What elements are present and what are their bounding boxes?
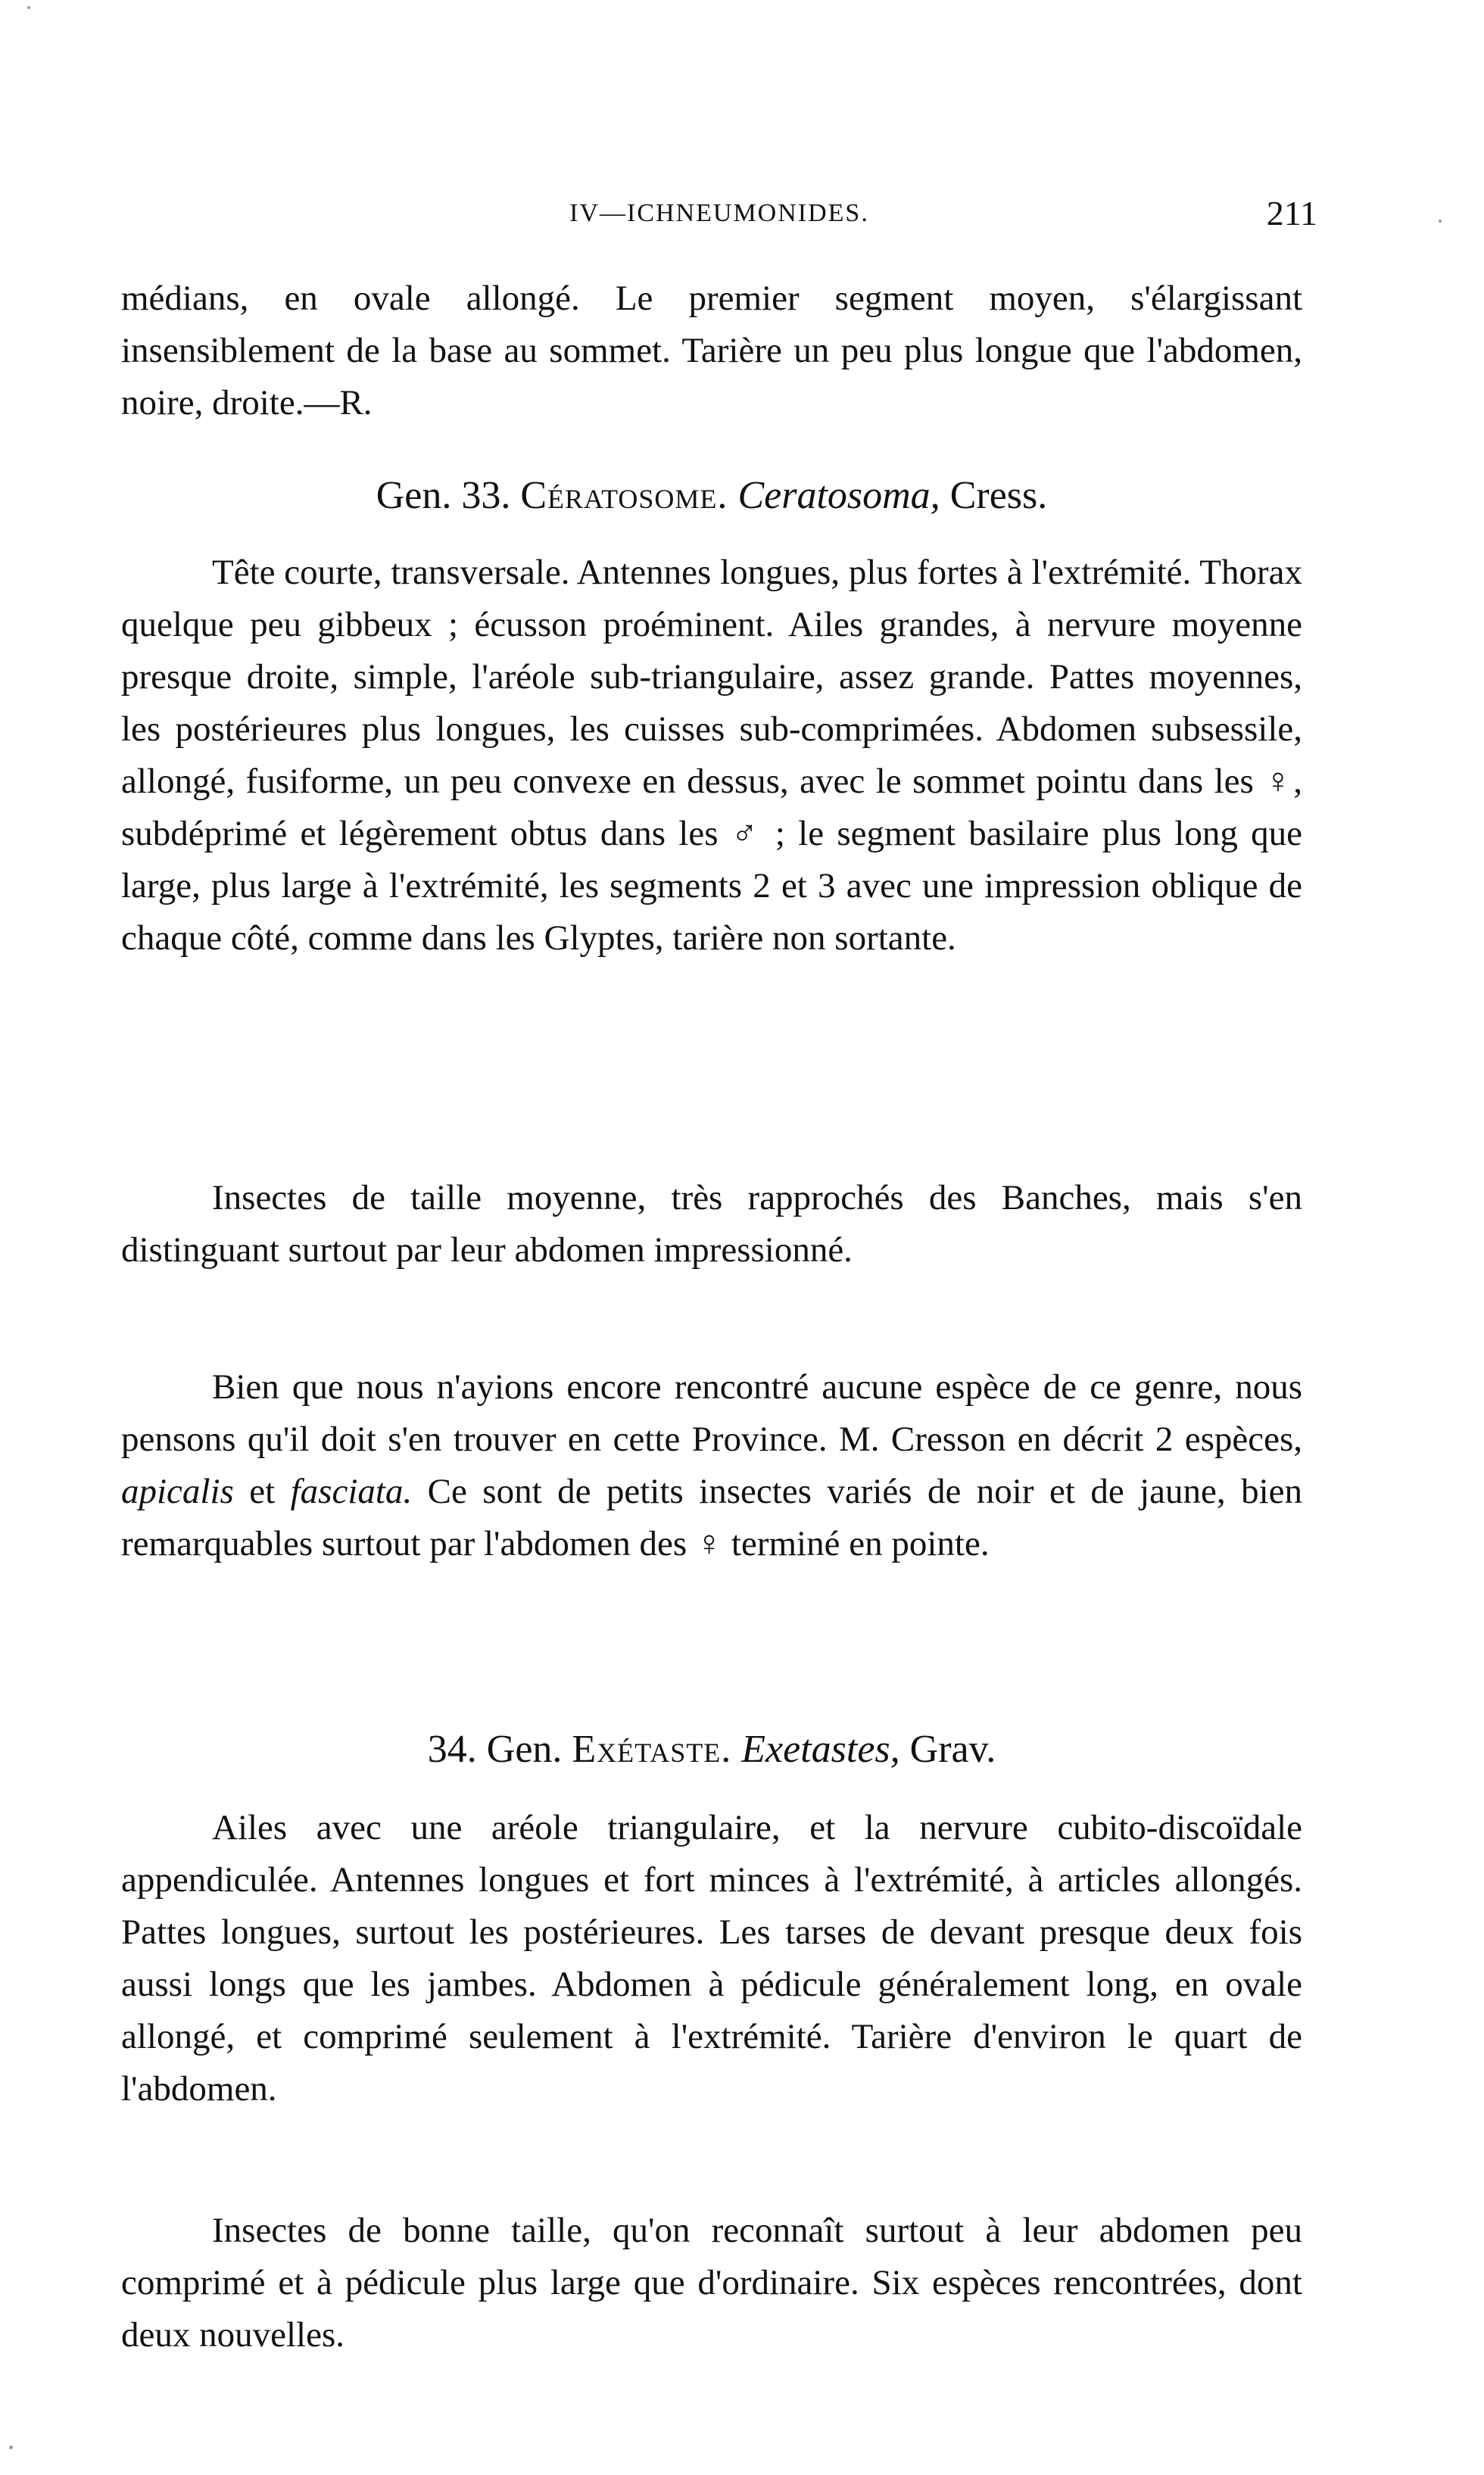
genus-name: Cératosome. xyxy=(520,474,728,517)
note-text: Insectes de taille moyenne, très rapprochés des Banches, mais s'en distinguant surtout par leur abdomen impressionné. xyxy=(121,1178,1302,1270)
genus-number: 34. Gen. xyxy=(427,1728,563,1771)
description-text: Tête courte, transversale. Antennes longues, plus fortes à l'extrémité. Thorax quelque peu gibbeux ; écusson proéminent. Ailes grandes, à nervure moyenne presque droite, simple, l'aréole sub-triangulaire, assez grande. Pattes moyennes, les postérieures plus longues, les cuisses sub-comprimées. Abdomen subsessile, allongé, fusiforme, un peu convexe en dessus, avec le sommet pointu dans les ♀, subdéprimé et légèrement obtus dans les ♂ ; le segment basilaire plus long que large, plus large à l'extrémité, les segments 2 et 3 avec une impression oblique de chaque côté, comme dans les Glyptes, tarière non sortante. xyxy=(121,553,1302,958)
note-text xyxy=(121,1361,1302,1570)
genus-name: Exétaste. xyxy=(572,1728,732,1771)
species-name: fasciata. xyxy=(290,1472,413,1511)
genus-number: Gen. 33. xyxy=(376,474,511,517)
genus-heading-33 xyxy=(121,469,1302,522)
genus-latin-name: Exetastes, xyxy=(741,1728,900,1771)
page-number: 211 xyxy=(1266,194,1317,232)
continuation-text: médians, en ovale allongé. Le premier segment moyen, s'élargissant insensiblement de la base au sommet. Tarière un peu plus longue que l'abdomen, noire, droite.—R. xyxy=(121,279,1302,422)
scan-speck xyxy=(9,2445,13,2449)
note-text-b: et xyxy=(249,1472,276,1511)
scan-speck xyxy=(27,6,30,9)
genus-latin-name: Ceratosoma, xyxy=(737,474,940,517)
species-name: apicalis xyxy=(121,1472,234,1511)
genus-heading-34 xyxy=(121,1723,1302,1776)
continuation-paragraph xyxy=(121,273,1302,429)
running-head xyxy=(121,191,1317,236)
genus-34-note xyxy=(121,2205,1302,2361)
note-text: Insectes de bonne taille, qu'on reconnaît surtout à leur abdomen peu comprimé et à pédicule plus large que d'ordinaire. Six espèces rencontrées, dont deux nouvelles. xyxy=(121,2211,1302,2355)
description-text: Ailes avec une aréole triangulaire, et la nervure cubito-discoïdale appendiculée. Antennes longues et fort minces à l'extrémité, à articles allongés. Pattes longues, surtout les postérieures. Les tarses de devant presque deux fois aussi longs que les jambes. Abdomen à pédicule généralement long, en ovale allongé, et comprimé seulement à l'extrémité. Tarière d'environ le quart de l'abdomen. xyxy=(121,1808,1302,2109)
note-text-a: Bien que nous n'ayions encore rencontré aucune espèce de ce genre, nous pensons qu'il doit s'en trouver en cette Province. M. Cresson en décrit 2 espèces, xyxy=(121,1367,1302,1459)
genus-33-note-2 xyxy=(121,1361,1302,1570)
scan-speck xyxy=(1439,220,1442,223)
genus-author: Grav. xyxy=(909,1728,996,1771)
genus-33-description xyxy=(121,547,1302,965)
running-title: IV—ICHNEUMONIDES. xyxy=(569,199,869,227)
genus-33-note-1 xyxy=(121,1172,1302,1276)
genus-34-description xyxy=(121,1802,1302,2115)
genus-author: Cress. xyxy=(949,474,1048,517)
note-text-c: Ce sont de petits insectes variés de noir et de jaune, bien remarquables surtout par l'abdomen des ♀ terminé en pointe. xyxy=(121,1472,1302,1563)
